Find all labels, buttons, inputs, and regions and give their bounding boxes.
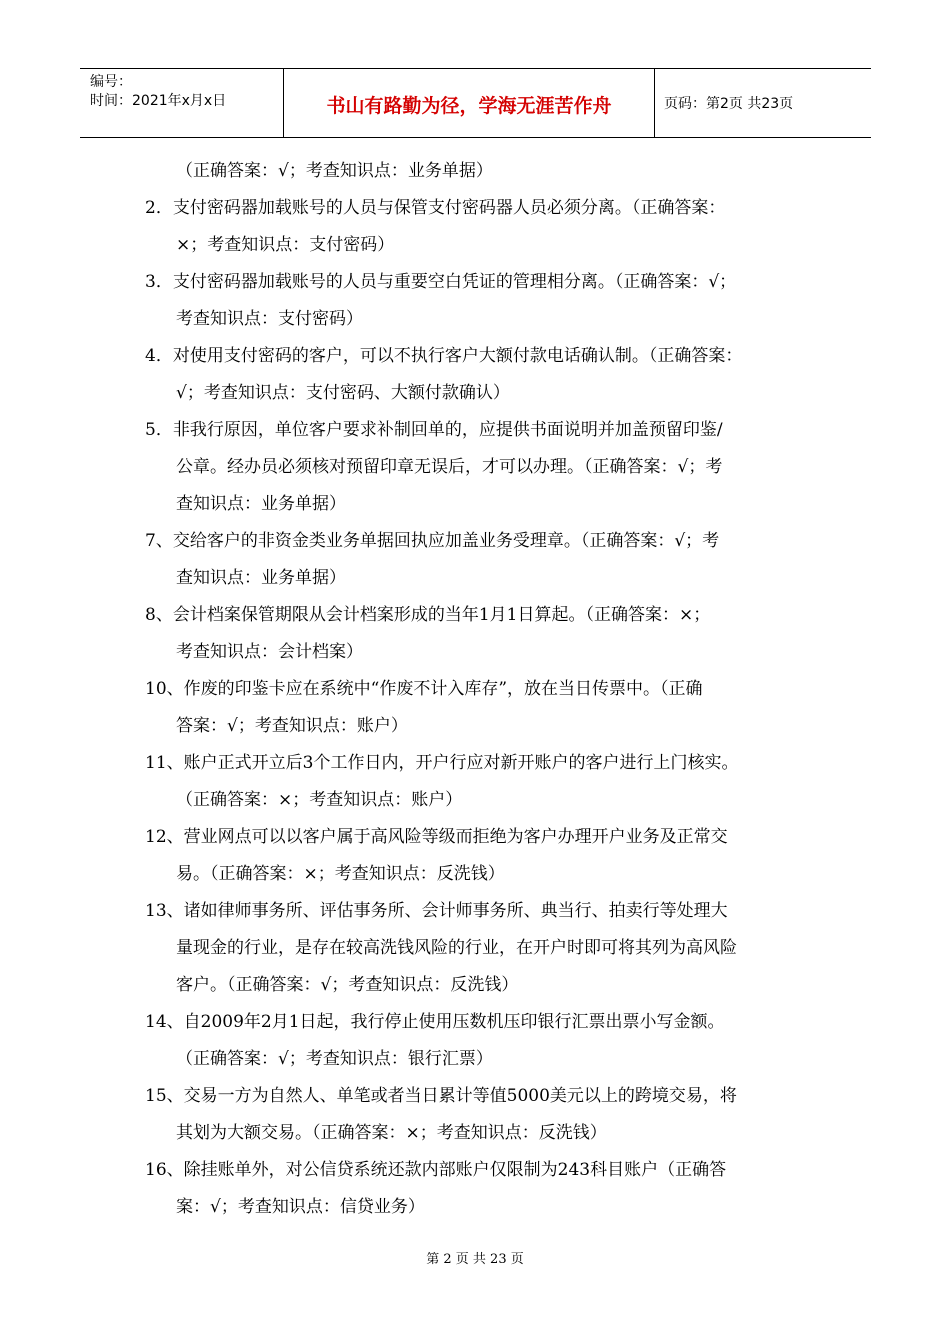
date-line: 时间：2021年x月x日 — [90, 93, 227, 109]
text-line: 2．支付密码器加载账号的人员与保管支付密码器人员必须分离。（正确答案： — [145, 198, 726, 218]
text-line: 考查知识点：支付密码） — [176, 309, 363, 329]
header-page-cell — [655, 69, 871, 137]
text-line: 12、营业网点可以以客户属于高风险等级而拒绝为客户办理开户业务及正常交 — [145, 827, 728, 847]
text-line: 公章。经办员必须核对预留印章无误后，才可以办理。（正确答案：√；考 — [176, 457, 723, 477]
text-line: 案：√；考查知识点：信贷业务） — [176, 1197, 425, 1217]
text-line: 查知识点：业务单据） — [176, 568, 346, 588]
serial-number-label: 编号： — [90, 74, 132, 90]
page-info: 页码：第2页 共23页 — [664, 96, 794, 112]
text-line: 易。（正确答案：×；考查知识点：反洗钱） — [176, 864, 505, 884]
text-line: 11、账户正式开立后3个工作日内，开户行应对新开账户的客户进行上门核实。 — [145, 753, 739, 773]
text-line: √；考查知识点：支付密码、大额付款确认） — [176, 383, 510, 403]
motto-text: 书山有路勤为径，学海无涯苦作舟 — [326, 95, 612, 117]
text-line: （正确答案：√；考查知识点：银行汇票） — [176, 1049, 493, 1069]
text-line: 13、诸如律师事务所、评估事务所、会计师事务所、典当行、拍卖行等处理大 — [145, 901, 728, 921]
text-line: ×；考查知识点：支付密码） — [176, 235, 395, 255]
text-line: 考查知识点：会计档案） — [176, 642, 363, 662]
footer-page-number: 第 2 页 共 23 页 — [426, 1252, 524, 1267]
text-line: 7、交给客户的非资金类业务单据回执应加盖业务受理章。（正确答案：√；考 — [145, 531, 720, 551]
header-meta-cell — [80, 69, 284, 137]
text-line: 客户。（正确答案：√；考查知识点：反洗钱） — [176, 975, 519, 995]
text-line: 10、作废的印鉴卡应在系统中“作废不计入库存”，放在当日传票中。（正确 — [145, 679, 703, 699]
text-line: 8、会计档案保管期限从会计档案形成的当年1月1日算起。（正确答案：×； — [145, 605, 711, 625]
text-line: （正确答案：√；考查知识点：业务单据） — [176, 161, 493, 181]
text-line: 查知识点：业务单据） — [176, 494, 346, 514]
page-footer — [0, 1248, 950, 1267]
text-line: 5．非我行原因，单位客户要求补制回单的，应提供书面说明并加盖预留印鉴/ — [145, 420, 723, 440]
text-line: 15、交易一方为自然人、单笔或者当日累计等值5000美元以上的跨境交易，将 — [145, 1086, 737, 1106]
text-line: （正确答案：×；考查知识点：账户） — [176, 790, 463, 810]
page-header — [80, 68, 871, 138]
text-line: 4．对使用支付密码的客户，可以不执行客户大额付款电话确认制。（正确答案： — [145, 346, 743, 366]
text-line: 14、自2009年2月1日起，我行停止使用压数机压印银行汇票出票小写金额。 — [145, 1012, 725, 1032]
text-line: 答案：√；考查知识点：账户） — [176, 716, 408, 736]
text-line: 3．支付密码器加载账号的人员与重要空白凭证的管理相分离。（正确答案：√； — [145, 272, 737, 292]
text-line: 量现金的行业，是存在较高洗钱风险的行业，在开户时即可将其列为高风险 — [176, 938, 737, 958]
text-line: 其划为大额交易。（正确答案：×；考查知识点：反洗钱） — [176, 1123, 607, 1143]
text-line: 16、除挂账单外，对公信贷系统还款内部账户仅限制为243科目账户（正确答 — [145, 1160, 727, 1180]
header-motto-cell — [284, 69, 655, 137]
